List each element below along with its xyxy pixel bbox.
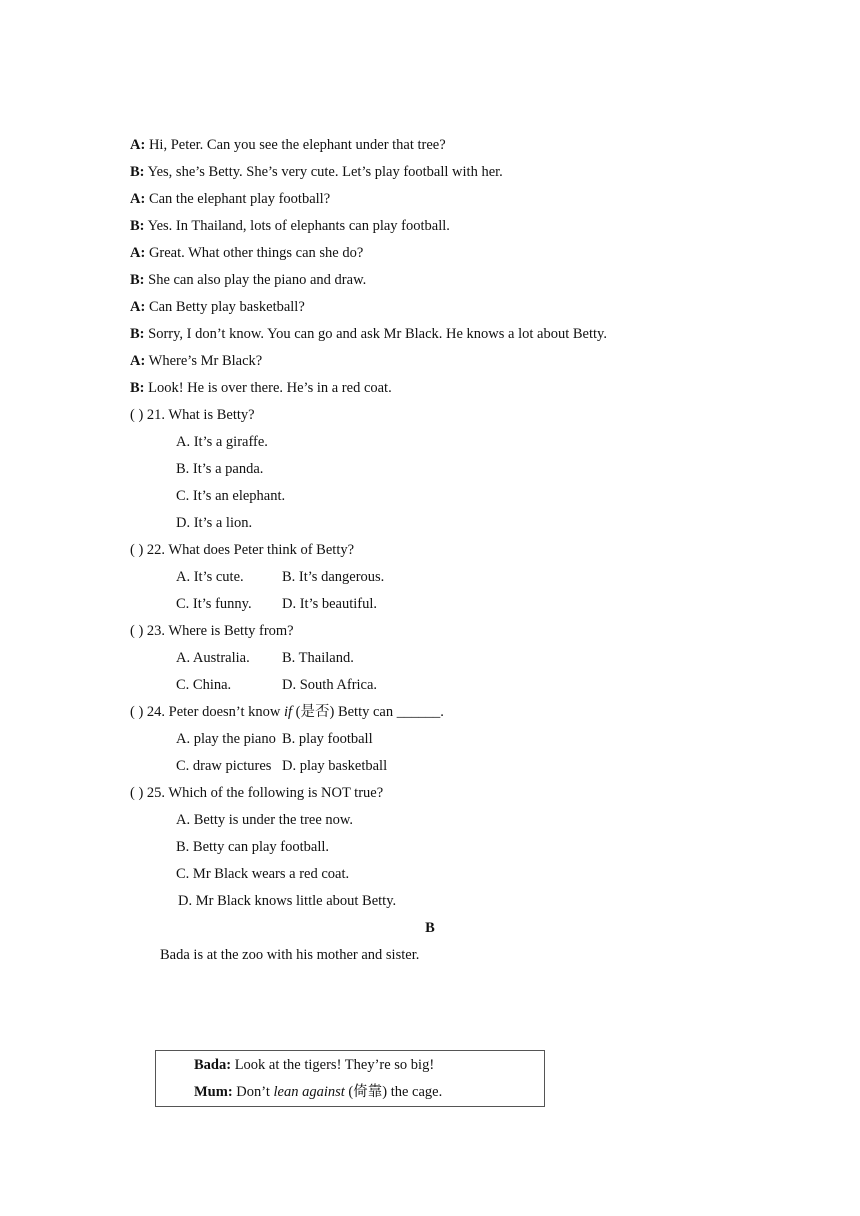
dialogue-line: Mum: Don’t lean against (倚靠) the cage. <box>194 1084 443 1100</box>
answer-option: D. It’s beautiful. <box>282 596 378 612</box>
answer-option: D. It’s a lion. <box>176 515 253 531</box>
dialogue-line: B: Look! He is over there. He’s in a red coat. <box>130 380 392 396</box>
dialogue-line: A: Can Betty play basketball? <box>130 299 305 315</box>
dialogue-line: A: Where’s Mr Black? <box>130 353 263 369</box>
answer-option: B. Thailand. <box>282 650 354 666</box>
answer-option: D. play basketball <box>282 758 388 774</box>
question-stem: ( ) 24. Peter doesn’t know if (是否) Betty can ______. <box>130 704 444 720</box>
answer-option: B. play football <box>282 731 373 747</box>
section-heading: B <box>425 920 435 936</box>
dialogue-line: Bada: Look at the tigers! They’re so big! <box>194 1057 435 1073</box>
answer-option: D. Mr Black knows little about Betty. <box>178 893 397 909</box>
answer-option: C. It’s an elephant. <box>176 488 286 504</box>
dialogue-box <box>155 1050 545 1107</box>
dialogue-line: B: She can also play the piano and draw. <box>130 272 367 288</box>
question-stem: ( ) 22. What does Peter think of Betty? <box>130 542 355 558</box>
answer-option: B. It’s dangerous. <box>282 569 385 585</box>
answer-option: A. It’s cute. <box>176 569 244 585</box>
answer-option: A. Betty is under the tree now. <box>176 812 354 828</box>
answer-option: C. China. <box>176 677 232 693</box>
section-intro: Bada is at the zoo with his mother and sister. <box>160 947 420 963</box>
answer-option: C. draw pictures <box>176 758 272 774</box>
answer-option: A. It’s a giraffe. <box>176 434 268 450</box>
dialogue-line: B: Yes, she’s Betty. She’s very cute. Let’s play football with her. <box>130 164 503 180</box>
answer-option: D. South Africa. <box>282 677 378 693</box>
answer-option: C. It’s funny. <box>176 596 252 612</box>
answer-option: A. Australia. <box>176 650 250 666</box>
question-stem: ( ) 25. Which of the following is NOT true? <box>130 785 384 801</box>
answer-option: A. play the piano <box>176 731 276 747</box>
question-stem: ( ) 23. Where is Betty from? <box>130 623 294 639</box>
dialogue-line: A: Can the elephant play football? <box>130 191 331 207</box>
question-stem: ( ) 21. What is Betty? <box>130 407 255 423</box>
dialogue-line: B: Sorry, I don’t know. You can go and ask Mr Black. He knows a lot about Betty. <box>130 326 607 342</box>
answer-option: C. Mr Black wears a red coat. <box>176 866 350 882</box>
answer-option: B. Betty can play football. <box>176 839 330 855</box>
dialogue-line: B: Yes. In Thailand, lots of elephants can play football. <box>130 218 450 234</box>
dialogue-line: A: Great. What other things can she do? <box>130 245 364 261</box>
dialogue-line: A: Hi, Peter. Can you see the elephant under that tree? <box>130 137 446 153</box>
answer-option: B. It’s a panda. <box>176 461 264 477</box>
